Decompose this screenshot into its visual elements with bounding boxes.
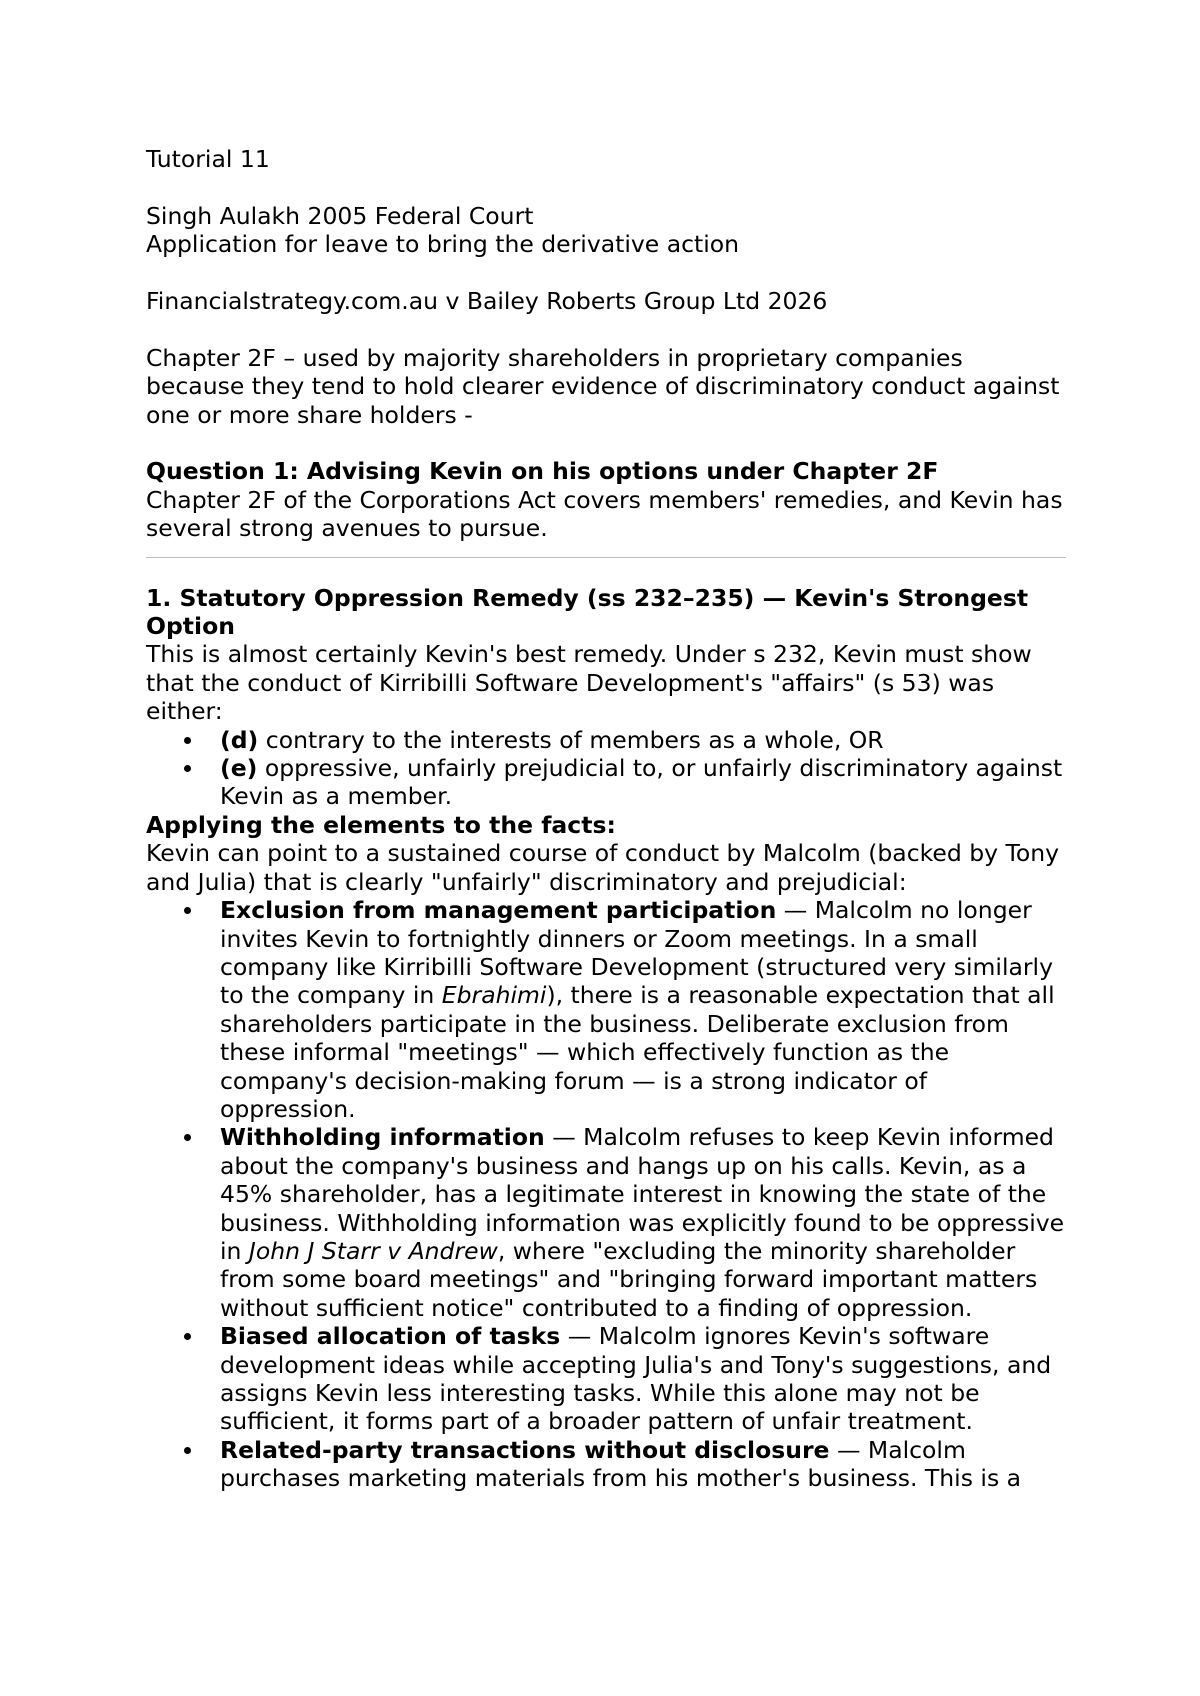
bullet-icon [184, 765, 191, 772]
bullet-icon [184, 907, 191, 914]
ground-text: oppressive, unfairly prejudicial to, or unfairly discriminatory against Kevin as a member. [220, 754, 1063, 811]
section-heading: 1. Statutory Oppression Remedy (ss 232–235) — Kevin's Strongest Option [146, 583, 1029, 641]
paragraph: Kevin can point to a sustained course of conduct by Malcolm (backed by Tony and Julia) that is clearly "unfairly" discriminatory and prejudicial: [146, 839, 1060, 896]
list-item [220, 896, 1066, 1123]
subheading: Applying the elements to the facts: [146, 810, 616, 839]
bullet-label: Related-party transactions without disclosure [220, 1435, 830, 1464]
bullet-label: Biased allocation of tasks [220, 1322, 561, 1351]
chapter-note: Chapter 2F – used by majority shareholders in proprietary companies because they tend to hold clearer evidence of discriminatory conduct against one or more share holders - [146, 343, 1060, 429]
ground-label: (d) [220, 725, 259, 754]
case-description: Application for leave to bring the derivative action [146, 230, 740, 259]
case-citation: John J Starr v Andrew [248, 1236, 498, 1265]
document-title: Tutorial 11 [146, 145, 270, 173]
list-item [220, 726, 1066, 754]
bullet-icon [184, 1447, 191, 1454]
bullet-text: ), there is a reasonable expectation that all shareholders participate in the business. Deliberate exclusion from these informal "meetings" — which effectively function as the company's decision-making forum — is a strong indicator of oppression. [220, 981, 1055, 1123]
list-item [220, 754, 1066, 811]
bullet-text: — Malcolm purchases marketing materials from his mother's business. This is a [220, 1435, 1022, 1493]
bullet-icon [184, 737, 191, 744]
bullet-text: — Malcolm no longer invites Kevin to fortnightly dinners or Zoom meetings. In a small company like Kirribilli Software Development (structured very similarly to the company in [220, 896, 1053, 1010]
case-name: Financialstrategy.com.au v Bailey Roberts Group Ltd 2026 [146, 287, 828, 315]
ground-label: (e) [220, 754, 258, 783]
ground-text: contrary to the interests of members as a whole, OR [258, 725, 884, 754]
bullet-text: — Malcolm refuses to keep Kevin informed about the company's business and hangs up on his calls. Kevin, as a 45% shareholder, has a legitimate interest in knowing the state of the business. Withholding information was explicitly found to be oppressive in [220, 1123, 1065, 1265]
question-heading: Question 1: Advising Kevin on his options under Chapter 2F [146, 457, 939, 486]
bullet-label: Withholding information [220, 1123, 545, 1152]
list-item [220, 1123, 1066, 1322]
grounds-list [146, 726, 1066, 811]
document-body [146, 145, 1066, 1493]
list-item [220, 1322, 1066, 1436]
bullet-icon [184, 1134, 191, 1141]
bullet-text: — Malcolm ignores Kevin's software development ideas while accepting Julia's and Tony's suggestions, and assigns Kevin less interesting tasks. While this alone may not be sufficient, it forms part of a broader pattern of unfair treatment. [220, 1322, 1052, 1436]
question-intro: Chapter 2F of the Corporations Act covers members' remedies, and Kevin has several strong avenues to pursue. [146, 485, 1063, 543]
list-item [220, 1436, 1066, 1493]
case-citation: Ebrahimi [441, 981, 547, 1010]
facts-list [146, 896, 1066, 1493]
bullet-icon [184, 1333, 191, 1340]
bullet-label: Exclusion from management participation [220, 896, 777, 925]
horizontal-divider [146, 557, 1066, 558]
bullet-text: , where "excluding the minority shareholder from some board meetings" and "bringing forward important matters without sufficient notice" contributed to a finding of oppression. [220, 1236, 1038, 1322]
section-intro: This is almost certainly Kevin's best remedy. Under s 232, Kevin must show that the conduct of Kirribilli Software Development's "affairs" (s 53) was either: [146, 640, 1032, 726]
case-name: Singh Aulakh 2005 Federal Court [146, 201, 534, 230]
